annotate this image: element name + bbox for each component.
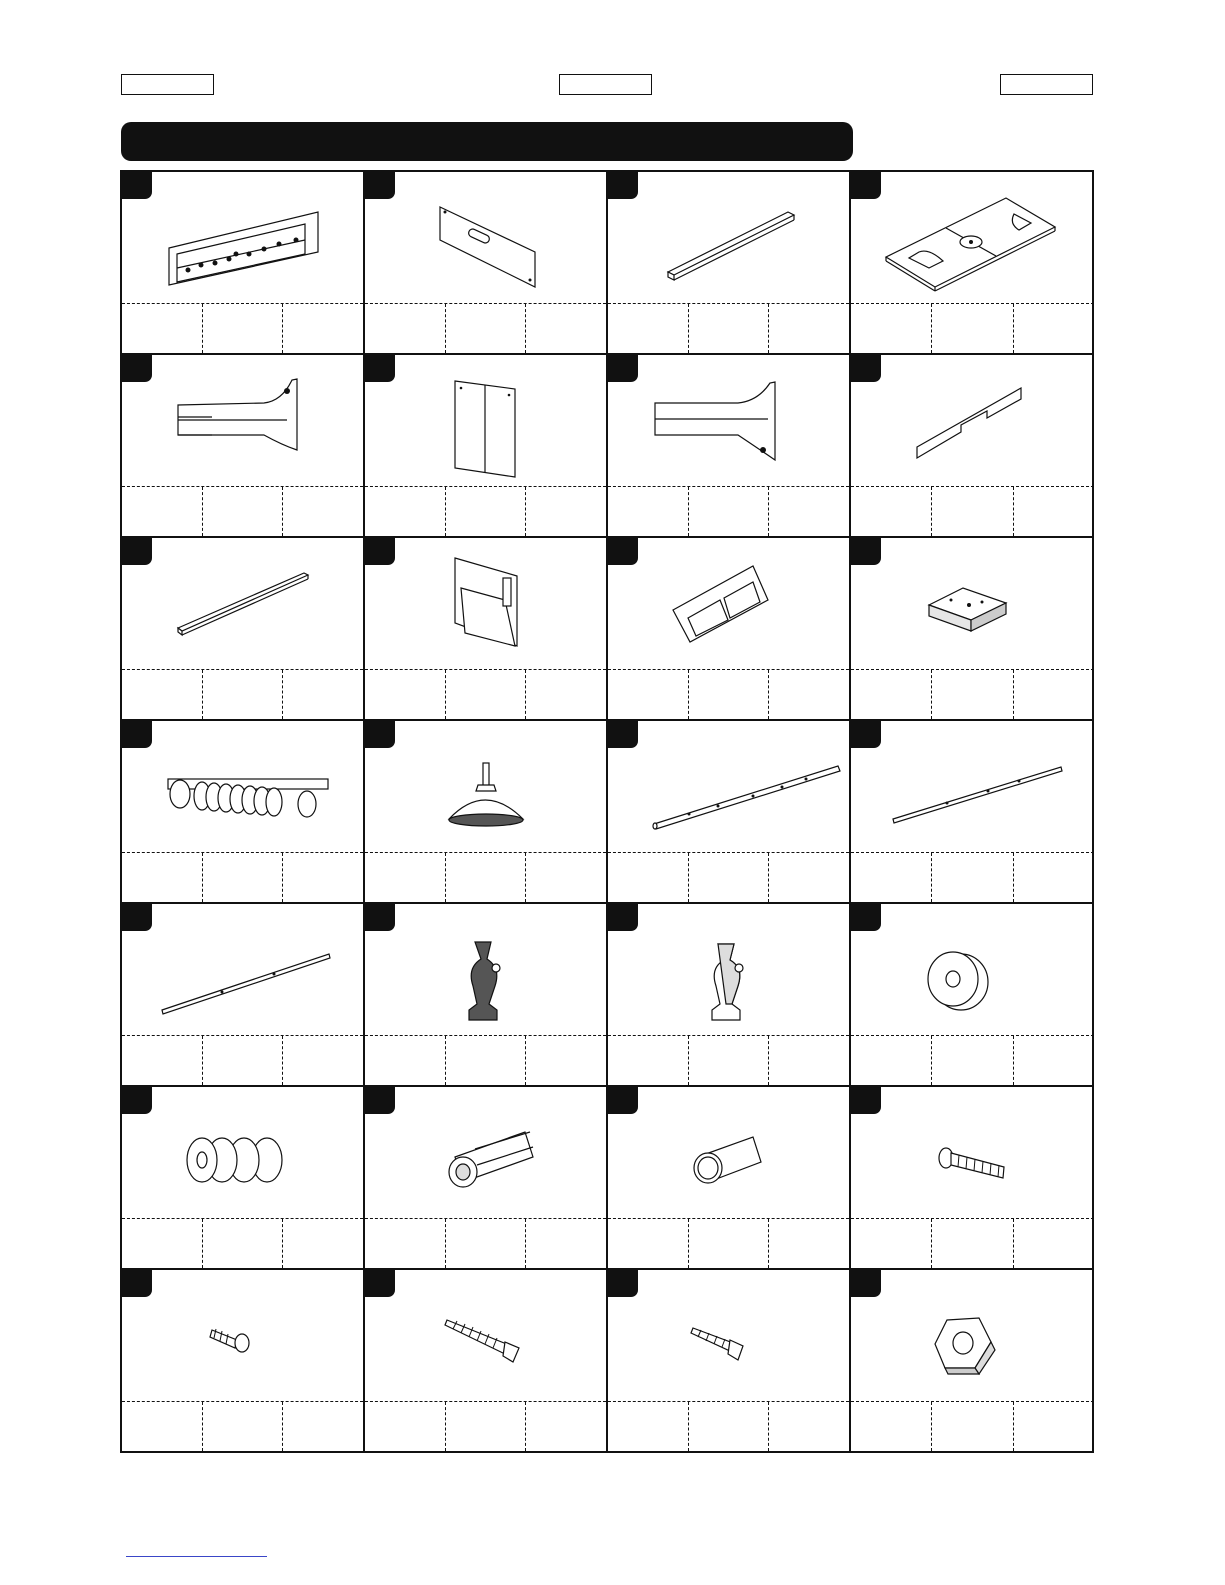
score-counter-icon (122, 721, 365, 852)
part-number-field (365, 1219, 446, 1268)
part-quantity-field (769, 1219, 849, 1268)
part-info-row (365, 852, 606, 902)
part-quantity-field (769, 1036, 849, 1085)
part-cell (365, 538, 608, 721)
part-info-row (608, 852, 849, 902)
part-description-field (203, 1402, 284, 1451)
part-description-field (932, 1036, 1013, 1085)
pan-head-screw-icon (122, 1270, 365, 1401)
long-wood-screw-icon (365, 1270, 608, 1401)
part-cell (608, 538, 851, 721)
part-cell (365, 1087, 608, 1270)
part-cell (122, 1087, 365, 1270)
end-panel-with-handle-slot-icon (365, 172, 608, 303)
part-cell (365, 904, 608, 1087)
part-cell (608, 355, 851, 538)
part-number-field (365, 853, 446, 902)
player-figure-dark-icon (365, 904, 608, 1035)
part-quantity-field (526, 487, 606, 536)
part-cell (122, 904, 365, 1087)
part-number-field (122, 304, 203, 353)
part-number-field (122, 670, 203, 719)
part-description-field (689, 1036, 770, 1085)
part-number-field (122, 853, 203, 902)
part-quantity-field (283, 304, 363, 353)
part-description-field (446, 304, 527, 353)
part-description-field (689, 487, 770, 536)
part-cell (608, 1087, 851, 1270)
part-number-field (851, 1036, 932, 1085)
part-number-field (365, 304, 446, 353)
part-info-row (365, 486, 606, 536)
leg-cross-panel-icon (365, 355, 608, 486)
part-cell (851, 1270, 1094, 1453)
part-description-field (446, 670, 527, 719)
ball-return-tray-icon (608, 538, 851, 669)
section-title-bar (121, 122, 853, 161)
part-info-row (122, 303, 363, 353)
short-wood-screw-icon (608, 1270, 851, 1401)
part-cell (122, 538, 365, 721)
part-info-row (122, 1035, 363, 1085)
part-number-field (608, 487, 689, 536)
part-cell (851, 1087, 1094, 1270)
part-description-field (932, 487, 1013, 536)
part-cell (122, 1270, 365, 1453)
part-description-field (689, 670, 770, 719)
part-quantity-field (1014, 670, 1094, 719)
part-number-field (122, 1402, 203, 1451)
part-quantity-field (526, 853, 606, 902)
part-info-row (365, 1218, 606, 1268)
part-cell (851, 721, 1094, 904)
leg-assembly-right-icon (608, 355, 851, 486)
part-number-field (365, 487, 446, 536)
part-cell (608, 904, 851, 1087)
part-number-field (608, 1219, 689, 1268)
part-quantity-field (283, 853, 363, 902)
part-quantity-field (526, 304, 606, 353)
part-description-field (932, 304, 1013, 353)
part-quantity-field (283, 1402, 363, 1451)
part-description-field (203, 670, 284, 719)
part-cell (365, 172, 608, 355)
part-quantity-field (526, 1219, 606, 1268)
part-description-field (932, 670, 1013, 719)
part-quantity-field (283, 1219, 363, 1268)
part-quantity-field (1014, 853, 1094, 902)
parts-grid (120, 170, 1094, 1453)
rod-sleeve-icon (608, 1087, 851, 1218)
part-description-field (689, 1402, 770, 1451)
part-cell (851, 172, 1094, 355)
playfield-board-icon (851, 172, 1094, 303)
part-cell (608, 1270, 851, 1453)
part-info-row (851, 486, 1094, 536)
part-number-field (365, 1402, 446, 1451)
part-number-field (851, 670, 932, 719)
part-info-row (608, 486, 849, 536)
part-number-field (851, 853, 932, 902)
part-quantity-field (769, 304, 849, 353)
part-info-row (365, 1035, 606, 1085)
part-cell (122, 172, 365, 355)
part-quantity-field (1014, 487, 1094, 536)
part-number-field (122, 1036, 203, 1085)
part-description-field (203, 853, 284, 902)
part-quantity-field (769, 670, 849, 719)
corner-block-icon (851, 538, 1094, 669)
player-figure-light-icon (608, 904, 851, 1035)
medium-rod-icon (851, 721, 1094, 852)
part-number-field (851, 304, 932, 353)
part-info-row (608, 303, 849, 353)
handle-grip-icon (365, 1087, 608, 1218)
part-quantity-field (1014, 304, 1094, 353)
bumper-rings-icon (122, 1087, 365, 1218)
part-number-field (851, 487, 932, 536)
part-info-row (851, 1218, 1094, 1268)
part-info-row (851, 669, 1094, 719)
part-cell (122, 355, 365, 538)
long-rod-icon (608, 721, 851, 852)
part-cell (608, 172, 851, 355)
part-info-row (851, 1401, 1094, 1451)
part-description-field (446, 487, 527, 536)
part-info-row (851, 303, 1094, 353)
part-cell (608, 721, 851, 904)
part-quantity-field (526, 670, 606, 719)
part-info-row (122, 852, 363, 902)
part-cell (122, 721, 365, 904)
part-number-field (608, 304, 689, 353)
leg-assembly-left-icon (122, 355, 365, 486)
part-description-field (203, 487, 284, 536)
flat-support-board-icon (122, 538, 365, 669)
part-info-row (122, 1218, 363, 1268)
goal-box-icon (365, 538, 608, 669)
part-number-field (851, 1402, 932, 1451)
part-quantity-field (1014, 1402, 1094, 1451)
part-info-row (608, 1218, 849, 1268)
short-rod-icon (122, 904, 365, 1035)
hex-nut-icon (851, 1270, 1094, 1401)
part-quantity-field (1014, 1219, 1094, 1268)
footer-link[interactable] (126, 1556, 267, 1557)
part-info-row (122, 486, 363, 536)
part-info-row (365, 669, 606, 719)
header-label-left (121, 74, 214, 95)
part-description-field (689, 853, 770, 902)
part-quantity-field (283, 1036, 363, 1085)
part-cell (851, 355, 1094, 538)
part-number-field (122, 1219, 203, 1268)
part-info-row (851, 1035, 1094, 1085)
part-info-row (122, 1401, 363, 1451)
part-number-field (365, 1036, 446, 1085)
part-quantity-field (769, 853, 849, 902)
part-description-field (203, 1219, 284, 1268)
part-info-row (608, 1401, 849, 1451)
end-panel-with-holes-icon (122, 172, 365, 303)
part-number-field (851, 1219, 932, 1268)
part-quantity-field (769, 487, 849, 536)
part-info-row (608, 669, 849, 719)
part-quantity-field (283, 487, 363, 536)
part-description-field (689, 304, 770, 353)
header-label-center (559, 74, 652, 95)
part-quantity-field (526, 1036, 606, 1085)
part-description-field (446, 1402, 527, 1451)
part-info-row (851, 852, 1094, 902)
part-number-field (608, 670, 689, 719)
part-description-field (689, 1219, 770, 1268)
part-number-field (608, 1036, 689, 1085)
machine-bolt-icon (851, 1087, 1094, 1218)
part-description-field (446, 1219, 527, 1268)
part-quantity-field (526, 1402, 606, 1451)
part-number-field (608, 1402, 689, 1451)
part-description-field (446, 1036, 527, 1085)
part-info-row (365, 303, 606, 353)
part-info-row (365, 1401, 606, 1451)
leveler-foot-icon (365, 721, 608, 852)
part-cell (851, 538, 1094, 721)
washer-icon (851, 904, 1094, 1035)
rail-channel-icon (608, 172, 851, 303)
part-quantity-field (1014, 1036, 1094, 1085)
notched-support-bar-icon (851, 355, 1094, 486)
part-cell (365, 355, 608, 538)
part-description-field (203, 1036, 284, 1085)
part-description-field (932, 1219, 1013, 1268)
part-cell (365, 721, 608, 904)
part-number-field (122, 487, 203, 536)
part-number-field (608, 853, 689, 902)
part-info-row (608, 1035, 849, 1085)
part-quantity-field (283, 670, 363, 719)
part-number-field (365, 670, 446, 719)
header-label-right (1000, 74, 1093, 95)
part-cell (851, 904, 1094, 1087)
part-description-field (203, 304, 284, 353)
part-description-field (446, 853, 527, 902)
part-cell (365, 1270, 608, 1453)
part-info-row (122, 669, 363, 719)
part-description-field (932, 1402, 1013, 1451)
part-quantity-field (769, 1402, 849, 1451)
part-description-field (932, 853, 1013, 902)
